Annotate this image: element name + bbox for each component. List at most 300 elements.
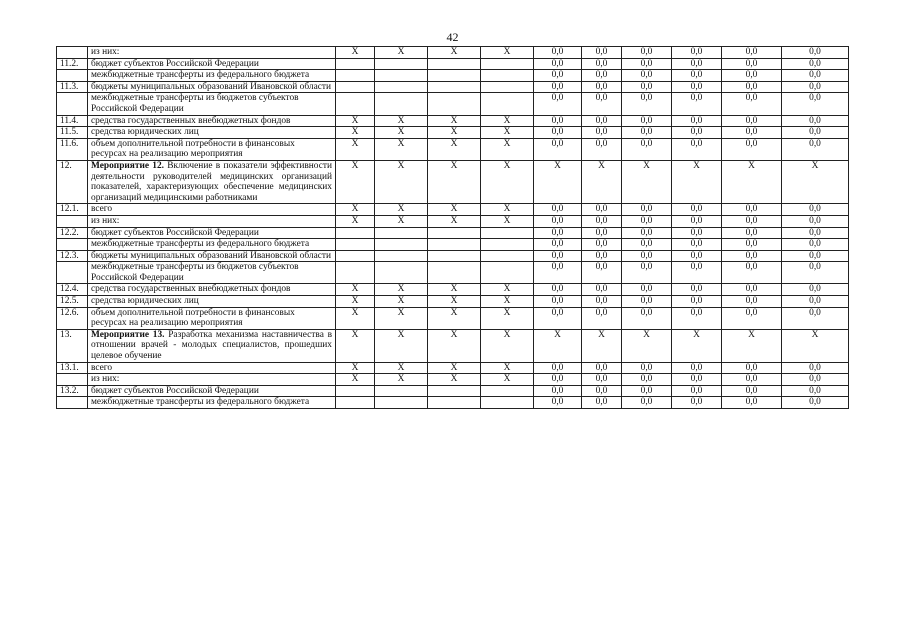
row-name: бюджет субъектов Российской Федерации	[88, 227, 336, 239]
row-name: средства юридических лиц	[88, 296, 336, 308]
row-number: 12.4.	[57, 284, 88, 296]
value-cell: X	[336, 307, 375, 329]
value-cell: 0,0	[782, 362, 849, 374]
value-cell: X	[375, 284, 428, 296]
value-cell: 0,0	[582, 81, 622, 93]
value-cell: 0,0	[534, 81, 582, 93]
value-cell: 0,0	[672, 127, 722, 139]
value-cell: X	[481, 47, 534, 59]
value-cell: X	[336, 160, 375, 203]
value-cell: X	[336, 296, 375, 308]
value-cell: 0,0	[534, 239, 582, 251]
value-cell	[375, 262, 428, 284]
table-row	[57, 138, 849, 160]
table-row	[57, 215, 849, 227]
value-cell	[428, 239, 481, 251]
row-number: 12.1.	[57, 204, 88, 216]
value-cell: 0,0	[782, 397, 849, 409]
value-cell: 0,0	[672, 93, 722, 115]
value-cell: 0,0	[534, 47, 582, 59]
value-cell: X	[428, 47, 481, 59]
value-cell: 0,0	[722, 204, 782, 216]
value-cell: 0,0	[622, 127, 672, 139]
value-cell: X	[534, 329, 582, 362]
value-cell: 0,0	[582, 47, 622, 59]
value-cell: 0,0	[782, 284, 849, 296]
value-cell: X	[722, 329, 782, 362]
value-cell: 0,0	[534, 385, 582, 397]
value-cell: X	[375, 362, 428, 374]
value-cell	[336, 93, 375, 115]
row-name: из них:	[88, 215, 336, 227]
measure-title: Мероприятие 13.	[91, 329, 165, 340]
row-name: средства государственных внебюджетных фондов	[88, 284, 336, 296]
row-number: 11.3.	[57, 81, 88, 93]
row-name	[88, 329, 336, 362]
value-cell: 0,0	[672, 307, 722, 329]
row-name: объем дополнительной потребности в финансовых ресурсах на реализацию мероприятия	[88, 138, 336, 160]
value-cell	[428, 250, 481, 262]
value-cell: 0,0	[582, 115, 622, 127]
value-cell: X	[375, 329, 428, 362]
value-cell: X	[782, 160, 849, 203]
value-cell: X	[582, 160, 622, 203]
value-cell: 0,0	[782, 227, 849, 239]
value-cell: 0,0	[782, 215, 849, 227]
value-cell: 0,0	[622, 362, 672, 374]
value-cell: 0,0	[582, 70, 622, 82]
value-cell	[428, 397, 481, 409]
table-row	[57, 160, 849, 203]
value-cell: 0,0	[722, 115, 782, 127]
table-row	[57, 58, 849, 70]
row-name: средства юридических лиц	[88, 127, 336, 139]
value-cell: X	[428, 284, 481, 296]
value-cell	[428, 227, 481, 239]
row-number: 12.2.	[57, 227, 88, 239]
table-row	[57, 115, 849, 127]
row-number	[57, 70, 88, 82]
value-cell: 0,0	[722, 397, 782, 409]
value-cell: 0,0	[782, 58, 849, 70]
value-cell: 0,0	[622, 296, 672, 308]
value-cell: X	[481, 204, 534, 216]
value-cell: 0,0	[622, 204, 672, 216]
table-row	[57, 127, 849, 139]
value-cell: X	[481, 215, 534, 227]
value-cell: 0,0	[782, 127, 849, 139]
value-cell: 0,0	[582, 93, 622, 115]
value-cell: X	[336, 47, 375, 59]
value-cell: 0,0	[722, 307, 782, 329]
table-body	[57, 47, 849, 409]
value-cell: 0,0	[622, 385, 672, 397]
row-number	[57, 397, 88, 409]
value-cell: 0,0	[622, 81, 672, 93]
row-number	[57, 239, 88, 251]
value-cell: 0,0	[722, 81, 782, 93]
value-cell: X	[534, 160, 582, 203]
value-cell	[375, 385, 428, 397]
row-name: всего	[88, 204, 336, 216]
value-cell: 0,0	[782, 115, 849, 127]
value-cell: 0,0	[622, 227, 672, 239]
value-cell	[428, 58, 481, 70]
table-row	[57, 262, 849, 284]
value-cell: 0,0	[582, 58, 622, 70]
row-number	[57, 93, 88, 115]
value-cell: 0,0	[782, 250, 849, 262]
value-cell	[375, 227, 428, 239]
table-row	[57, 81, 849, 93]
value-cell: X	[428, 127, 481, 139]
page-number: 42	[446, 30, 459, 44]
value-cell: X	[336, 138, 375, 160]
row-name	[88, 160, 336, 203]
table-row	[57, 93, 849, 115]
row-name: межбюджетные трансферты из бюджетов субъектов Российской Федерации	[88, 262, 336, 284]
row-number: 11.5.	[57, 127, 88, 139]
table-row	[57, 362, 849, 374]
value-cell: 0,0	[622, 284, 672, 296]
value-cell: 0,0	[582, 397, 622, 409]
value-cell: X	[428, 374, 481, 386]
row-name: межбюджетные трансферты из федерального бюджета	[88, 70, 336, 82]
value-cell: X	[428, 296, 481, 308]
value-cell: 0,0	[622, 215, 672, 227]
value-cell: 0,0	[582, 362, 622, 374]
table-row	[57, 397, 849, 409]
row-number	[57, 215, 88, 227]
value-cell: 0,0	[782, 70, 849, 82]
value-cell: 0,0	[782, 47, 849, 59]
value-cell: X	[428, 138, 481, 160]
value-cell: X	[336, 115, 375, 127]
measure-title: Мероприятие 12.	[91, 160, 165, 171]
value-cell: 0,0	[534, 93, 582, 115]
value-cell	[481, 81, 534, 93]
row-number	[57, 262, 88, 284]
table-row	[57, 250, 849, 262]
value-cell: 0,0	[534, 250, 582, 262]
row-number: 12.	[57, 160, 88, 203]
value-cell: X	[336, 215, 375, 227]
row-name: межбюджетные трансферты из федерального бюджета	[88, 397, 336, 409]
value-cell: 0,0	[722, 138, 782, 160]
value-cell	[336, 227, 375, 239]
value-cell: 0,0	[672, 374, 722, 386]
value-cell	[428, 81, 481, 93]
table-row	[57, 70, 849, 82]
value-cell: X	[428, 329, 481, 362]
value-cell: X	[622, 329, 672, 362]
value-cell: X	[428, 160, 481, 203]
value-cell	[481, 397, 534, 409]
value-cell: 0,0	[722, 250, 782, 262]
value-cell: X	[428, 307, 481, 329]
measure-description: Разработка механизма наставничества в отношении врачей - молодых специалистов, прошедших целевое обучение	[91, 329, 333, 362]
value-cell: 0,0	[582, 215, 622, 227]
value-cell: 0,0	[582, 374, 622, 386]
value-cell: 0,0	[672, 81, 722, 93]
value-cell: 0,0	[582, 127, 622, 139]
value-cell: 0,0	[534, 138, 582, 160]
value-cell: 0,0	[672, 362, 722, 374]
value-cell: 0,0	[582, 204, 622, 216]
table-row	[57, 374, 849, 386]
value-cell	[336, 250, 375, 262]
value-cell: 0,0	[582, 296, 622, 308]
value-cell: X	[336, 329, 375, 362]
value-cell: 0,0	[534, 204, 582, 216]
value-cell: 0,0	[672, 239, 722, 251]
value-cell	[375, 81, 428, 93]
value-cell: 0,0	[534, 296, 582, 308]
budget-table	[56, 46, 849, 409]
value-cell: 0,0	[672, 47, 722, 59]
value-cell: 0,0	[582, 385, 622, 397]
measure-description: Включение в показатели эффективности деятельности руководителей медицинских организаций показателей, характеризующих обеспечение медицинских организаций медицинскими работниками	[91, 160, 332, 203]
table-row	[57, 204, 849, 216]
value-cell: 0,0	[722, 70, 782, 82]
value-cell: X	[375, 215, 428, 227]
value-cell	[336, 262, 375, 284]
row-number: 12.6.	[57, 307, 88, 329]
value-cell: 0,0	[782, 296, 849, 308]
value-cell: X	[336, 374, 375, 386]
value-cell: 0,0	[534, 115, 582, 127]
value-cell: X	[428, 362, 481, 374]
value-cell: 0,0	[722, 374, 782, 386]
value-cell: 0,0	[672, 138, 722, 160]
row-number: 13.2.	[57, 385, 88, 397]
row-number: 13.1.	[57, 362, 88, 374]
value-cell: X	[336, 362, 375, 374]
value-cell: X	[481, 115, 534, 127]
row-name: межбюджетные трансферты из федерального бюджета	[88, 239, 336, 251]
value-cell: X	[672, 329, 722, 362]
value-cell: X	[375, 160, 428, 203]
value-cell: 0,0	[534, 362, 582, 374]
table-row	[57, 307, 849, 329]
row-name: всего	[88, 362, 336, 374]
value-cell: 0,0	[534, 70, 582, 82]
row-number	[57, 47, 88, 59]
value-cell: X	[481, 296, 534, 308]
value-cell: 0,0	[782, 374, 849, 386]
value-cell: X	[481, 374, 534, 386]
value-cell: X	[481, 127, 534, 139]
value-cell: 0,0	[722, 385, 782, 397]
table-row	[57, 284, 849, 296]
value-cell: 0,0	[782, 204, 849, 216]
value-cell: X	[722, 160, 782, 203]
value-cell	[336, 81, 375, 93]
value-cell: 0,0	[582, 250, 622, 262]
value-cell: 0,0	[622, 115, 672, 127]
row-number: 12.3.	[57, 250, 88, 262]
value-cell: 0,0	[582, 227, 622, 239]
value-cell: 0,0	[722, 362, 782, 374]
value-cell: 0,0	[722, 296, 782, 308]
value-cell	[481, 262, 534, 284]
table-row	[57, 227, 849, 239]
value-cell: X	[481, 160, 534, 203]
value-cell	[375, 70, 428, 82]
value-cell: 0,0	[672, 70, 722, 82]
value-cell: 0,0	[582, 307, 622, 329]
value-cell: 0,0	[622, 250, 672, 262]
value-cell: 0,0	[672, 204, 722, 216]
row-name: бюджеты муниципальных образований Ивановской области	[88, 250, 336, 262]
row-name: бюджеты муниципальных образований Ивановской области	[88, 81, 336, 93]
value-cell: 0,0	[782, 307, 849, 329]
value-cell: X	[375, 127, 428, 139]
value-cell: 0,0	[534, 374, 582, 386]
row-name: из них:	[88, 374, 336, 386]
value-cell: 0,0	[672, 296, 722, 308]
value-cell: X	[582, 329, 622, 362]
value-cell: 0,0	[622, 138, 672, 160]
value-cell	[481, 250, 534, 262]
value-cell: 0,0	[672, 115, 722, 127]
value-cell	[336, 70, 375, 82]
value-cell: X	[428, 115, 481, 127]
value-cell: 0,0	[672, 385, 722, 397]
value-cell	[336, 239, 375, 251]
value-cell	[375, 93, 428, 115]
value-cell: X	[375, 47, 428, 59]
value-cell: X	[375, 296, 428, 308]
value-cell: 0,0	[534, 227, 582, 239]
value-cell: X	[672, 160, 722, 203]
value-cell: X	[375, 374, 428, 386]
value-cell: 0,0	[722, 127, 782, 139]
row-number: 13.	[57, 329, 88, 362]
value-cell: 0,0	[782, 138, 849, 160]
value-cell: 0,0	[672, 397, 722, 409]
value-cell	[336, 385, 375, 397]
value-cell: 0,0	[582, 239, 622, 251]
value-cell: 0,0	[622, 262, 672, 284]
value-cell	[336, 58, 375, 70]
value-cell: X	[336, 284, 375, 296]
value-cell: 0,0	[534, 284, 582, 296]
value-cell: X	[622, 160, 672, 203]
value-cell: 0,0	[582, 262, 622, 284]
row-number	[57, 374, 88, 386]
value-cell: 0,0	[722, 47, 782, 59]
table-row	[57, 47, 849, 59]
row-number: 11.2.	[57, 58, 88, 70]
value-cell: X	[375, 204, 428, 216]
row-number: 11.4.	[57, 115, 88, 127]
value-cell: 0,0	[622, 70, 672, 82]
value-cell: 0,0	[782, 81, 849, 93]
value-cell: X	[428, 204, 481, 216]
table-row	[57, 296, 849, 308]
value-cell: 0,0	[672, 250, 722, 262]
value-cell	[428, 70, 481, 82]
value-cell	[481, 70, 534, 82]
value-cell	[375, 397, 428, 409]
row-name: бюджет субъектов Российской Федерации	[88, 385, 336, 397]
value-cell	[481, 385, 534, 397]
value-cell: X	[481, 138, 534, 160]
value-cell: 0,0	[672, 58, 722, 70]
value-cell: 0,0	[582, 284, 622, 296]
value-cell: 0,0	[534, 127, 582, 139]
value-cell: 0,0	[534, 58, 582, 70]
value-cell: X	[336, 204, 375, 216]
value-cell	[375, 239, 428, 251]
value-cell: X	[375, 307, 428, 329]
value-cell	[481, 227, 534, 239]
value-cell: 0,0	[722, 227, 782, 239]
value-cell: 0,0	[722, 58, 782, 70]
row-name: объем дополнительной потребности в финансовых ресурсах на реализацию мероприятия	[88, 307, 336, 329]
value-cell: X	[481, 362, 534, 374]
value-cell: 0,0	[782, 93, 849, 115]
value-cell: 0,0	[722, 262, 782, 284]
value-cell: 0,0	[782, 239, 849, 251]
value-cell: X	[336, 127, 375, 139]
value-cell	[375, 250, 428, 262]
value-cell: 0,0	[622, 93, 672, 115]
value-cell: 0,0	[582, 138, 622, 160]
value-cell: 0,0	[622, 307, 672, 329]
value-cell	[481, 239, 534, 251]
value-cell	[336, 397, 375, 409]
row-name: из них:	[88, 47, 336, 59]
row-number: 11.6.	[57, 138, 88, 160]
value-cell: 0,0	[722, 215, 782, 227]
value-cell: 0,0	[722, 93, 782, 115]
value-cell: 0,0	[622, 58, 672, 70]
value-cell: X	[375, 115, 428, 127]
value-cell: 0,0	[534, 215, 582, 227]
value-cell: 0,0	[722, 284, 782, 296]
value-cell: 0,0	[534, 307, 582, 329]
value-cell: 0,0	[672, 262, 722, 284]
value-cell: 0,0	[722, 239, 782, 251]
value-cell	[428, 385, 481, 397]
value-cell: 0,0	[672, 284, 722, 296]
value-cell: X	[481, 307, 534, 329]
value-cell: X	[428, 215, 481, 227]
value-cell: X	[782, 329, 849, 362]
table-row	[57, 385, 849, 397]
value-cell: 0,0	[622, 239, 672, 251]
value-cell	[481, 58, 534, 70]
value-cell: 0,0	[622, 397, 672, 409]
value-cell: 0,0	[534, 262, 582, 284]
value-cell: X	[481, 284, 534, 296]
value-cell	[375, 58, 428, 70]
row-name: средства государственных внебюджетных фондов	[88, 115, 336, 127]
value-cell	[428, 93, 481, 115]
value-cell: X	[375, 138, 428, 160]
value-cell: X	[481, 329, 534, 362]
value-cell: 0,0	[622, 47, 672, 59]
table-row	[57, 239, 849, 251]
value-cell: 0,0	[672, 215, 722, 227]
value-cell: 0,0	[782, 385, 849, 397]
row-number: 12.5.	[57, 296, 88, 308]
value-cell	[428, 262, 481, 284]
value-cell: 0,0	[672, 227, 722, 239]
value-cell: 0,0	[622, 374, 672, 386]
